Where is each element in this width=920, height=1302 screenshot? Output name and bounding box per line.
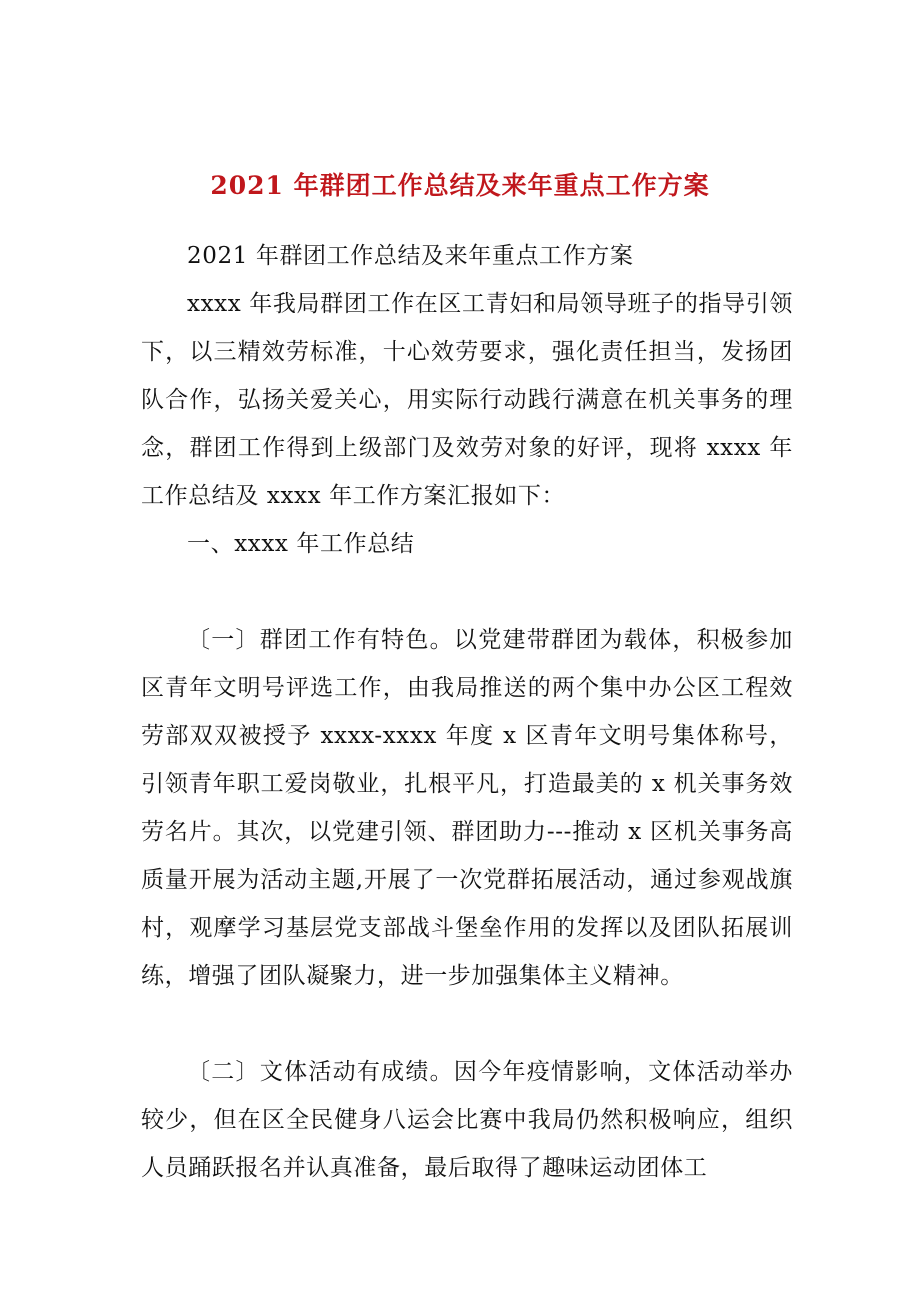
item-paragraph-1: 〔一〕群团工作有特色。以党建带群团为载体，积极参加区青年文明号评选工作，由我局推送的两个集中办公区工程效劳部双双被授予 xxxx-xxxx 年度 x 区青年文明号集体称号，引领青年职工爱岗敬业，扎根平凡，打造最美的 x 机关事务效劳名片。其次，以党建引领、群团助力---推动 x 区机关事务高质量开展为活动主题,开展了一次党群拓展活动，通过参观战旗村，观摩学习基层党支部战斗堡垒作用的发挥以及团队拓展训练，增强了团队凝聚力，进一步加强集体主义精神。 [141,627,793,989]
section-heading-1: 一、xxxx 年工作总结 [187,531,415,557]
intro-paragraph: xxxx 年我局群团工作在区工青妇和局领导班子的指导引领下，以三精效劳标准，十心效劳要求，强化责任担当，发扬团队合作，弘扬关爱关心，用实际行动践行满意在机关事务的理念，群团工作得到上级部门及效劳对象的好评，现将 xxxx 年工作总结及 xxxx 年工作方案汇报如下： [141,291,793,509]
document-title: 2021 年群团工作总结及来年重点工作方案 [210,171,710,200]
subtitle-paragraph: 2021 年群团工作总结及来年重点工作方案 [187,243,634,269]
item-paragraph-2: 〔二〕文体活动有成绩。因今年疫情影响，文体活动举办较少，但在区全民健身八运会比赛中我局仍然积极响应，组织人员踊跃报名并认真准备，最后取得了趣味运动团体工 [141,1059,793,1181]
